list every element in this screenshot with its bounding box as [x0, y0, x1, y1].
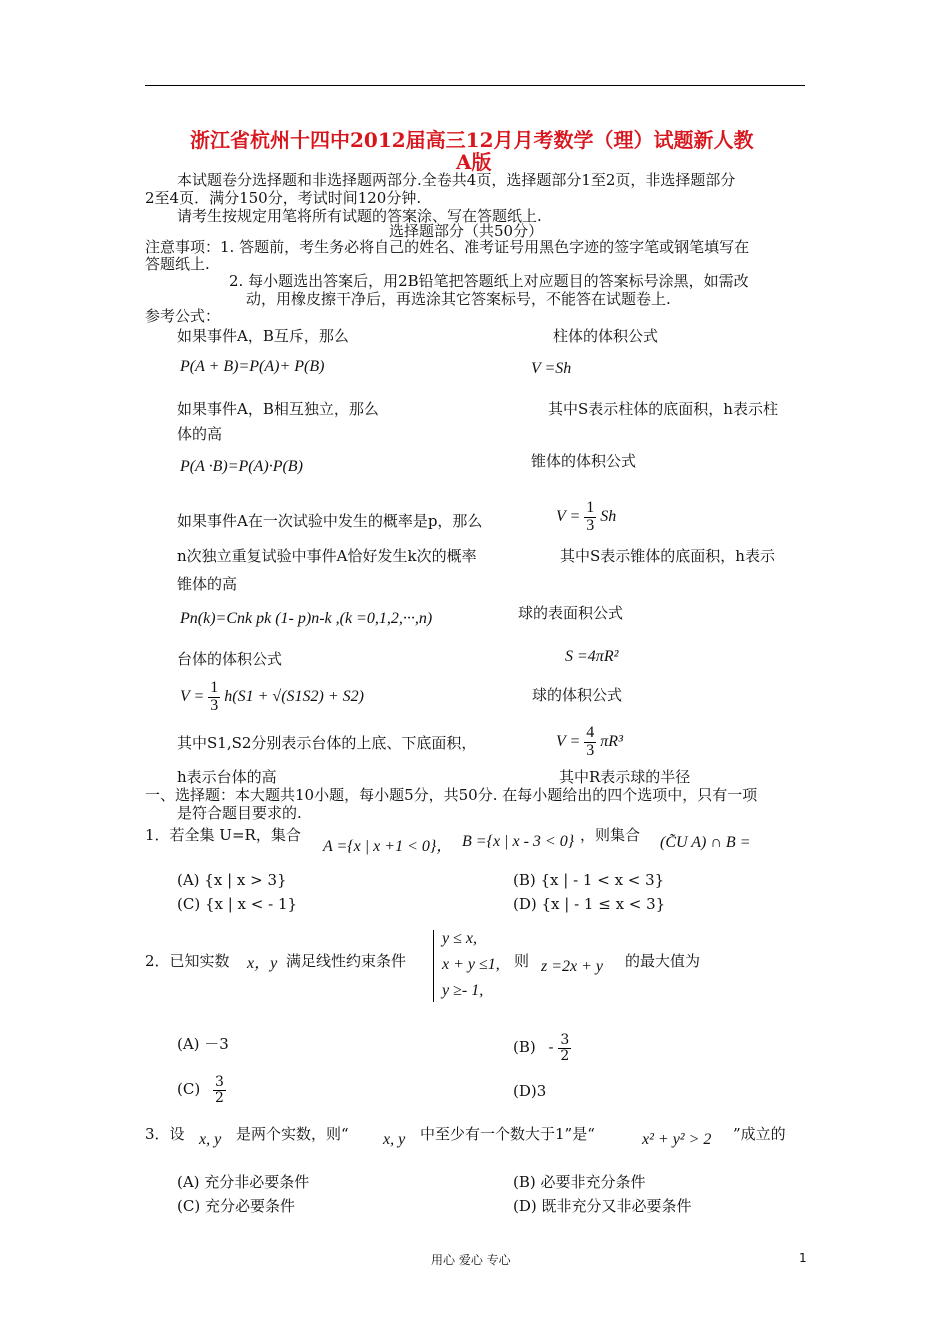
q3-option-b: (B) 必要非充分条件 — [513, 1173, 646, 1191]
right-1-text: 柱体的体积公式 — [553, 327, 659, 345]
q3-option-d: (D) 既非充分又非必要条件 — [513, 1197, 692, 1215]
q1-stem: 1．若全集 U=R，集合 — [145, 826, 301, 844]
q1-set-a: A ={x | x +1 < 0}， — [323, 838, 453, 855]
formula-4-note: 其中S1,S2分别表示台体的上底、下底面积， — [177, 734, 477, 752]
right-1-note: 其中S表示柱体的底面积，h表示柱 — [548, 400, 778, 418]
page-title: 浙江省杭州十四中2012届高三12月月考数学（理）试题新人教 — [190, 128, 754, 152]
q3-option-c: (C) 充分必要条件 — [177, 1197, 295, 1215]
q2-option-d: (D)3 — [513, 1082, 547, 1100]
section-1-heading: 一、选择题：本大题共10小题，每小题5分，共50分. 在每小题给出的四个选项中，只有一项 — [145, 786, 758, 804]
page-title-cont: A版 — [456, 150, 492, 174]
right-2-text: 锥体的体积公式 — [531, 452, 637, 470]
q1-option-c: (C) {x | x < - 1} — [177, 895, 298, 913]
q2-then: 则 — [514, 952, 530, 970]
q2-tail: 的最大值为 — [625, 952, 701, 970]
right-4-note: 其中R表示球的半径 — [559, 768, 691, 786]
q2-option-c: (C) $\frac{3}{2}$ — [177, 1074, 224, 1106]
right-2-note-2: 锥体的高 — [177, 575, 238, 593]
q3-inequality: x² + y² > 2 — [642, 1131, 712, 1148]
q2-option-b: (B) - $\frac{3}{2}$ — [513, 1032, 570, 1064]
q2-objective: z =2x + y — [541, 958, 604, 975]
q3-option-a: (A) 充分非必要条件 — [177, 1173, 310, 1191]
q2-vars: x，y — [247, 955, 278, 972]
right-2-math: V = $\frac{1}{3}$ Sh — [556, 499, 617, 534]
q1-expression: (C͂U A) ∩ B = — [660, 834, 751, 851]
q3-vars-2: x, y — [383, 1131, 406, 1148]
q2-constraint-3: y ≥- 1, — [442, 982, 484, 999]
formula-2-text: 如果事件A，B相互独立，那么 — [177, 400, 379, 418]
section-1-heading-cont: 是符合题目要求的. — [177, 804, 302, 822]
formula-3-text: 如果事件A在一次试验中发生的概率是p，那么 — [177, 512, 483, 530]
right-2-note: 其中S表示锥体的底面积，h表示 — [560, 547, 775, 565]
page-number: 1 — [799, 1251, 807, 1265]
formula-4-text: 台体的体积公式 — [177, 650, 283, 668]
q2-constraint-1: y ≤ x, — [442, 930, 477, 947]
q1-option-d: (D) {x | - 1 ≤ x < 3} — [513, 895, 666, 913]
section-heading: 选择题部分（共50分） — [389, 222, 544, 240]
q3-vars: x, y — [199, 1131, 222, 1148]
intro-line-1: 本试题卷分选择题和非选择题两部分.全卷共4页，选择题部分1至2页，非选择题部分 — [177, 171, 736, 189]
notice-1b: 答题纸上. — [145, 255, 210, 273]
formula-3-text-2: n次独立重复试验中事件A恰好发生k次的概率 — [177, 547, 477, 565]
right-1-note-2: 体的高 — [177, 425, 223, 443]
q3-tail: ”成立的 — [733, 1125, 786, 1143]
q2-stem: 2．已知实数 — [145, 952, 230, 970]
q2-constraint-2: x + y ≤1, — [442, 956, 500, 973]
q1-option-a: (A) {x | x > 3} — [177, 871, 287, 889]
right-3-math: S =4πR² — [565, 648, 619, 665]
q3-stem: 3．设 — [145, 1125, 185, 1143]
header-rule — [145, 85, 805, 86]
formula-2-math: P(A ·B)=P(A)·P(B) — [180, 458, 303, 475]
right-4-text: 球的体积公式 — [532, 686, 623, 704]
notice-2b: 动，用橡皮擦干净后，再选涂其它答案标号，不能答在试题卷上. — [246, 290, 671, 308]
reference-label: 参考公式： — [145, 307, 221, 325]
formula-1-text: 如果事件A，B互斥，那么 — [177, 327, 349, 345]
intro-line-2: 2至4页．满分150分，考试时间120分钟. — [145, 189, 422, 207]
formula-3-math: Pn(k)=Cnk pk (1- p)n-k ,(k =0,1,2,···,n) — [180, 610, 433, 627]
right-1-math: V =Sh — [531, 360, 572, 377]
q2-option-a: (A) －3 — [177, 1035, 229, 1053]
q2-constraint-brace — [433, 930, 434, 1002]
q2-stem-2: 满足线性约束条件 — [286, 952, 407, 970]
notice-2a: 2. 每小题选出答案后，用2B铅笔把答题纸上对应题目的答案标号涂黑，如需改 — [229, 272, 749, 290]
q1-option-b: (B) {x | - 1 < x < 3} — [513, 871, 665, 889]
formula-4-note-2: h表示台体的高 — [177, 768, 277, 786]
notice-1a: 注意事项：1. 答题前，考生务必将自己的姓名、准考证号用黑色字迹的签字笔或钢笔填写在 — [145, 238, 750, 256]
q1-tail: ，则集合 — [580, 826, 641, 844]
intro-line-3: 请考生按规定用笔将所有试题的答案涂、写在答题纸上. — [177, 207, 542, 225]
footer-slogan: 用心 爱心 专心 — [431, 1253, 511, 1267]
q3-mid-2: 中至少有一个数大于1”是“ — [420, 1125, 595, 1143]
right-4-math: V = $\frac{4}{3}$ πR³ — [556, 724, 623, 759]
q1-set-b: B ={x | x - 3 < 0} — [462, 833, 575, 850]
q3-mid: 是两个实数，则“ — [236, 1125, 349, 1143]
formula-1-math: P(A + B)=P(A)+ P(B) — [180, 358, 325, 375]
formula-4-math: V = $\frac{1}{3}$ h(S1 + √(S1S2) + S2) — [180, 679, 364, 714]
right-3-text: 球的表面积公式 — [518, 604, 624, 622]
